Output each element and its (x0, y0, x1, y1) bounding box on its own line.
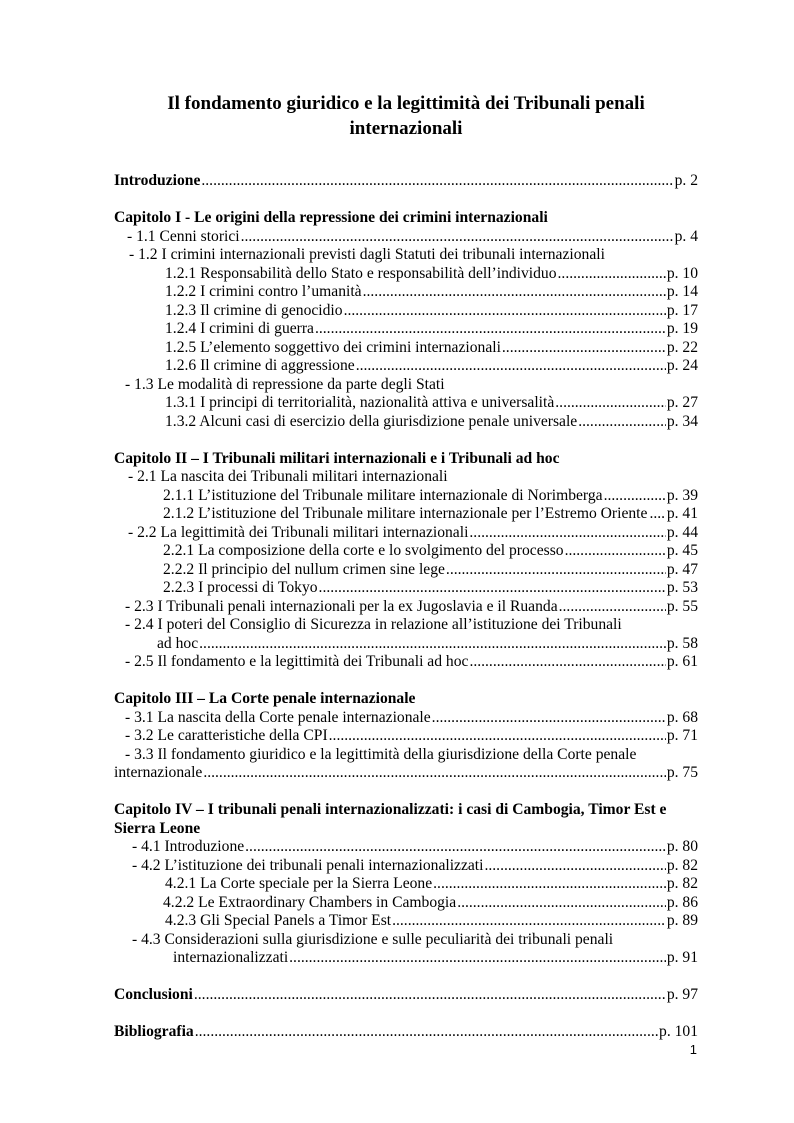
toc-label: 2.2.3 I processi di Tokyo (163, 579, 318, 596)
toc-label: - 2.2 La legittimità dei Tribunali militari internazionali (128, 523, 469, 541)
toc-page: p. 44 (666, 523, 698, 541)
toc-page: p. 14 (666, 283, 698, 300)
toc-entry-2-3[interactable] (114, 598, 698, 617)
toc-page: p. 22 (666, 338, 698, 356)
toc-label: internazionale (114, 764, 203, 781)
toc-entry-1-2-1[interactable] (114, 265, 698, 284)
toc-page: p. 41 (666, 505, 698, 522)
document-title (100, 91, 712, 141)
toc-entry-4-2-2[interactable] (114, 894, 698, 913)
toc-page: p. 34 (666, 412, 698, 430)
toc-page: p. 91 (666, 949, 698, 966)
toc-label: - 4.2 L’istituzione dei tribunali penali internazionalizzati (132, 856, 484, 874)
toc-entry-2-4-cont[interactable] (114, 635, 698, 654)
toc-label: - 2.1 La nascita dei Tribunali militari internazionali (128, 468, 448, 485)
toc-entry-conclusioni[interactable] (114, 986, 698, 1005)
toc-page: p. 10 (666, 264, 698, 282)
toc-entry-1-3-1[interactable] (114, 394, 698, 413)
toc-entry-1-2[interactable] (114, 246, 698, 265)
toc-entry-4-2[interactable] (114, 857, 698, 876)
toc-entry-1-2-2[interactable] (114, 283, 698, 302)
toc-label: 2.2.1 La composizione della corte e lo svolgimento del processo (163, 542, 564, 559)
toc-label: - 2.5 Il fondamento e la legittimità dei Tribunali ad hoc (125, 653, 469, 670)
toc-entry-1-2-4[interactable] (114, 320, 698, 339)
toc-label: ad hoc (157, 634, 199, 652)
toc-page: p. 89 (666, 912, 698, 929)
title-line-1: Il fondamento giuridico e la legittimità dei Tribunali penali (167, 93, 645, 114)
toc-entry-2-2-3[interactable] (114, 579, 698, 598)
toc-label: 1.3.2 Alcuni casi di esercizio della giurisdizione penale universale (165, 412, 578, 430)
toc-label: Conclusioni (114, 986, 193, 1003)
toc-entry-bibliografia[interactable] (114, 1023, 698, 1042)
toc-label: internazionalizzati (173, 949, 289, 966)
toc-entry-1-1[interactable] (114, 228, 698, 247)
toc-label: Bibliografia (114, 1023, 194, 1040)
chapter-4-heading-line-2[interactable]: Sierra Leone (114, 819, 201, 837)
toc-label: - 1.2 I crimini internazionali previsti dagli Statuti dei tribunali internazionali (129, 246, 605, 263)
toc-entry-2-2-1[interactable] (114, 542, 698, 561)
toc-page: p. 86 (666, 893, 698, 911)
toc-page: p. 82 (666, 856, 698, 874)
toc-page: p. 39 (666, 486, 698, 504)
toc-page: p. 61 (666, 653, 698, 670)
toc-label: - 4.3 Considerazioni sulla giurisdizione e sulle peculiarità dei tribunali penali (132, 930, 614, 948)
toc-page: p. 75 (666, 764, 698, 781)
table-of-contents (114, 172, 698, 1042)
toc-page: p. 82 (666, 875, 698, 892)
toc-entry-3-3[interactable] (114, 746, 698, 765)
toc-label: 2.1.1 L’istituzione del Tribunale militare internazionale di Norimberga (163, 486, 603, 504)
toc-page: p. 4 (674, 227, 698, 245)
toc-label: - 2.3 I Tribunali penali internazionali per la ex Jugoslavia e il Ruanda (125, 597, 558, 615)
toc-page: p. 19 (666, 320, 698, 337)
page-number: 1 (689, 1042, 697, 1057)
toc-label: - 3.2 Le caratteristiche della CPI (125, 727, 328, 744)
toc-label: - 3.3 Il fondamento giuridico e la legittimità della giurisdizione della Corte penale (125, 745, 637, 763)
toc-entry-4-1[interactable] (114, 838, 698, 857)
toc-entry-1-2-3[interactable] (114, 302, 698, 321)
toc-page: p. 80 (666, 838, 698, 855)
toc-page: p. 55 (666, 597, 698, 615)
chapter-3-heading[interactable]: Capitolo III – La Corte penale internazionale (114, 690, 416, 707)
toc-label: 1.2.2 I crimini contro l’umanità (165, 283, 362, 300)
toc-entry-2-1[interactable] (114, 468, 698, 487)
toc-label: - 4.1 Introduzione (132, 838, 245, 855)
toc-label: 4.2.2 Le Extraordinary Chambers in Cambogia (163, 893, 457, 911)
toc-label: 1.2.4 I crimini di guerra (165, 320, 314, 337)
toc-entry-2-1-2[interactable] (114, 505, 698, 524)
toc-page: p. 58 (666, 634, 698, 652)
toc-entry-1-3[interactable] (114, 376, 698, 395)
toc-entry-2-1-1[interactable] (114, 487, 698, 506)
toc-page: p. 71 (666, 727, 698, 744)
toc-label: 2.1.2 L’istituzione del Tribunale militare internazionale per l’Estremo Oriente (163, 505, 648, 522)
toc-page: p. 68 (666, 708, 698, 726)
toc-entry-1-2-5[interactable] (114, 339, 698, 358)
toc-label: - 1.1 Cenni storici (127, 227, 240, 245)
toc-entry-2-4[interactable] (114, 616, 698, 635)
toc-label: 1.2.1 Responsabilità dello Stato e responsabilità dell’individuo (165, 264, 557, 282)
toc-label: 1.2.3 Il crimine di genocidio (165, 301, 343, 319)
toc-page: p. 45 (666, 542, 698, 559)
toc-label: 4.2.3 Gli Special Panels a Timor Est (165, 912, 392, 929)
toc-entry-1-3-2[interactable] (114, 413, 698, 432)
title-line-2: internazionali (349, 118, 463, 139)
toc-entry-3-2[interactable] (114, 727, 698, 746)
toc-page: p. 27 (666, 394, 698, 411)
toc-page: p. 47 (666, 560, 698, 578)
toc-entry-4-3[interactable] (114, 931, 698, 950)
toc-label: 1.2.5 L’elemento soggettivo dei crimini internazionali (165, 338, 501, 356)
toc-label: - 1.3 Le modalità di repressione da parte degli Stati (125, 375, 445, 393)
toc-label: Introduzione (114, 172, 201, 189)
toc-entry-4-3-cont[interactable] (114, 949, 698, 968)
toc-label: - 3.1 La nascita della Corte penale internazionale (125, 708, 431, 726)
toc-label: 4.2.1 La Corte speciale per la Sierra Leone (165, 875, 433, 892)
chapter-2-heading[interactable]: Capitolo II – I Tribunali militari internazionali e i Tribunali ad hoc (114, 449, 560, 467)
toc-page: p. 2 (674, 172, 698, 189)
toc-page: p. 17 (666, 301, 698, 319)
toc-label: - 2.4 I poteri del Consiglio di Sicurezza in relazione all’istituzione dei Tribunali (125, 616, 622, 633)
toc-entry-3-1[interactable] (114, 709, 698, 728)
toc-entry-introduzione[interactable] (114, 172, 698, 191)
toc-label: 1.2.6 Il crimine di aggressione (165, 357, 355, 374)
toc-entry-2-2-2[interactable] (114, 561, 698, 580)
toc-page: p. 53 (666, 579, 698, 596)
toc-entry-4-2-1[interactable] (114, 875, 698, 894)
toc-entry-2-5[interactable] (114, 653, 698, 672)
chapter-4-heading-line-1[interactable]: Capitolo IV – I tribunali penali internazionalizzati: i casi di Cambogia, Timor Est e (114, 801, 667, 818)
toc-page: p. 97 (666, 986, 698, 1003)
toc-entry-1-2-6[interactable] (114, 357, 698, 376)
toc-label: 1.3.1 I principi di territorialità, nazionalità attiva e universalità (165, 394, 555, 411)
toc-entry-2-2[interactable] (114, 524, 698, 543)
toc-entry-3-3-cont[interactable] (114, 764, 698, 783)
chapter-1-heading[interactable]: Capitolo I - Le origini della repressione dei crimini internazionali (114, 209, 548, 226)
toc-page: p. 101 (659, 1023, 698, 1040)
toc-label: 2.2.2 Il principio del nullum crimen sine lege (163, 560, 445, 578)
toc-page: p. 24 (666, 357, 698, 374)
toc-entry-4-2-3[interactable] (114, 912, 698, 931)
